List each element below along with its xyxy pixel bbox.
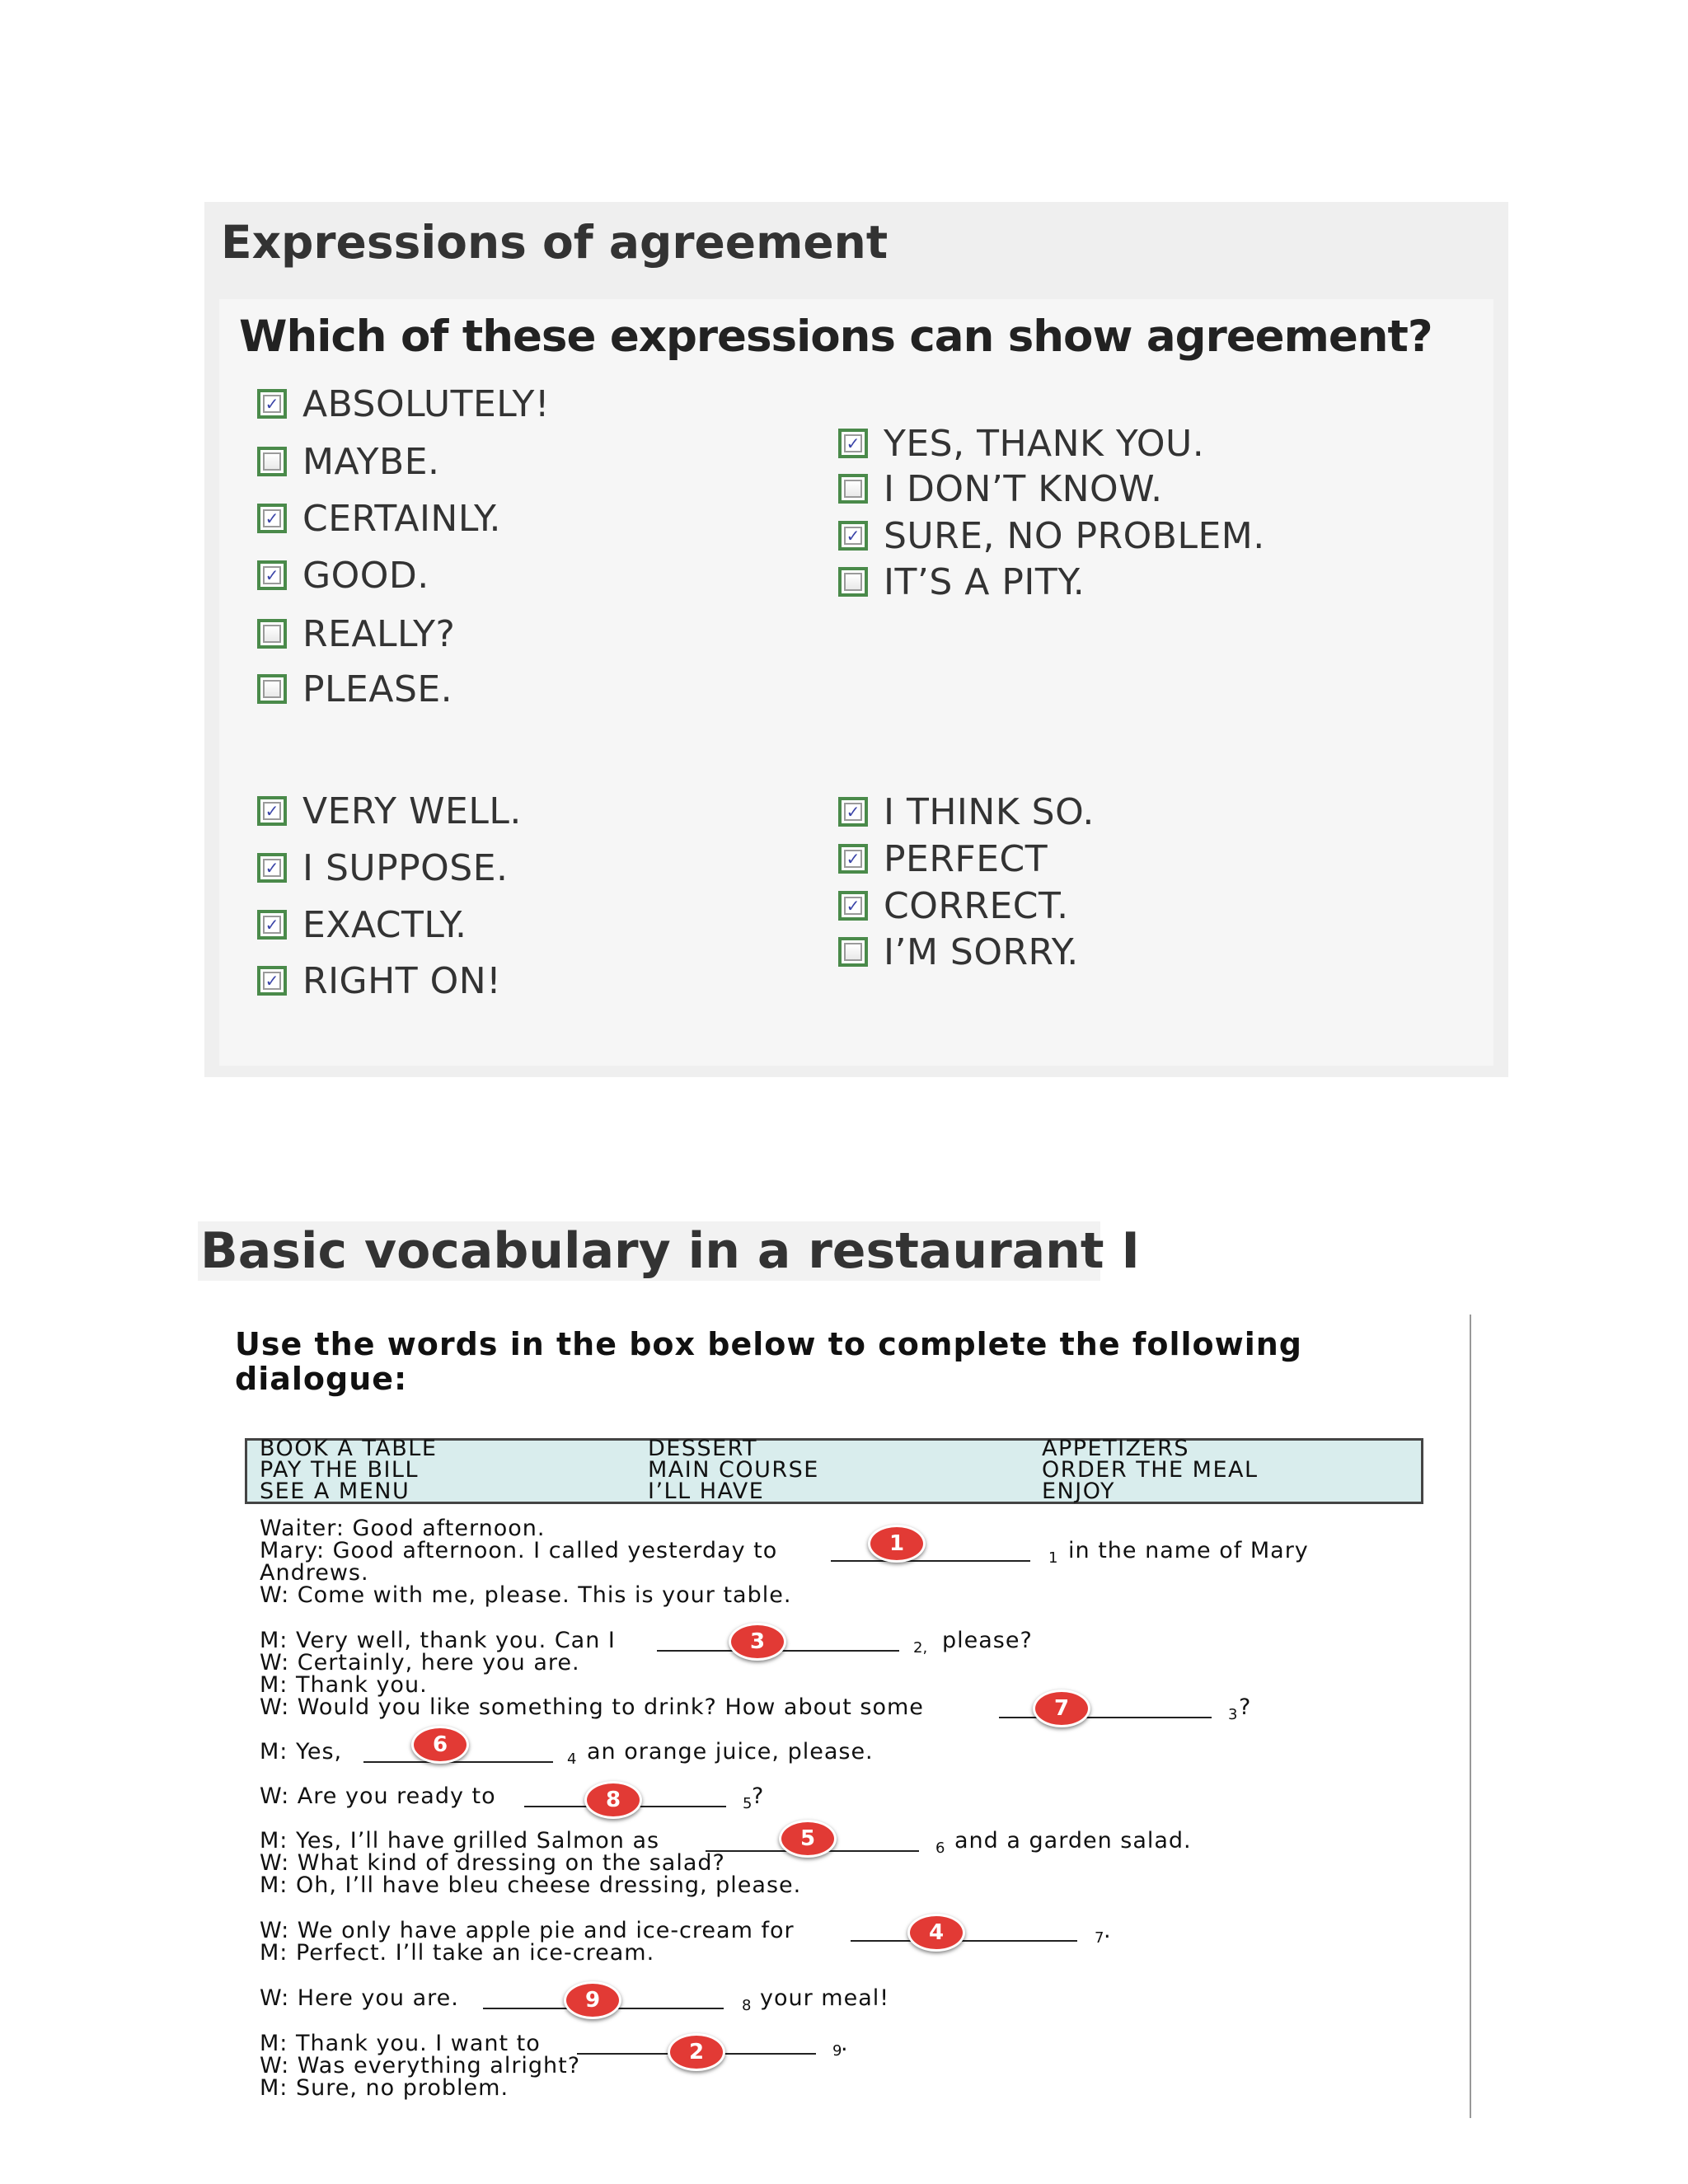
- agreement-option[interactable]: [838, 791, 1095, 832]
- agreement-option[interactable]: [838, 931, 1079, 972]
- agreement-option[interactable]: [257, 441, 440, 482]
- blank-number: 4: [567, 1750, 577, 1768]
- dialogue-line: ?: [1239, 1694, 1252, 1720]
- agreement-option-label: IT’S A PITY.: [884, 560, 1085, 603]
- agreement-option[interactable]: [838, 885, 1069, 926]
- checkmark-icon: ✓: [263, 972, 281, 990]
- answer-badge: 7: [1033, 1690, 1090, 1727]
- unchecked-checkbox[interactable]: [257, 619, 287, 649]
- agreement-option-label: GOOD.: [302, 554, 429, 597]
- empty-box-icon: [263, 452, 281, 471]
- dialogue-line: and a garden salad.: [954, 1828, 1192, 1854]
- dialogue-line: M: Very well, thank you. Can I: [260, 1628, 616, 1653]
- agreement-option[interactable]: [838, 561, 1085, 602]
- agreement-option-label: ABSOLUTELY!: [302, 382, 550, 425]
- answer-badge: 8: [584, 1781, 642, 1819]
- blank-number: 2,: [913, 1639, 928, 1657]
- blank-number: 8: [742, 1997, 752, 2014]
- checkmark-icon: ✓: [263, 916, 281, 934]
- section2-title: Basic vocabulary in a restaurant I: [200, 1222, 1140, 1280]
- dialogue-line: ?: [752, 1783, 765, 1809]
- agreement-option[interactable]: [838, 515, 1265, 556]
- dialogue-line: .: [1104, 1918, 1112, 1943]
- agreement-option[interactable]: [257, 790, 522, 832]
- unchecked-checkbox[interactable]: [257, 447, 287, 476]
- empty-box-icon: [263, 680, 281, 698]
- agreement-option-label: MAYBE.: [302, 440, 440, 483]
- section1-title: Expressions of agreement: [221, 216, 889, 269]
- agreement-option[interactable]: [257, 383, 550, 424]
- word-box-item: MAIN COURSE: [648, 1457, 819, 1483]
- blank-number: 9: [832, 2042, 842, 2060]
- answer-badge: 3: [729, 1623, 786, 1661]
- checkmark-icon: ✓: [844, 850, 862, 868]
- answer-badge: 4: [907, 1914, 965, 1952]
- right-border-line: [1470, 1315, 1471, 2118]
- dialogue-line: please?: [942, 1628, 1033, 1653]
- agreement-option-label: PLEASE.: [302, 668, 453, 710]
- agreement-option-label: I SUPPOSE.: [302, 846, 509, 889]
- blank-7[interactable]: [851, 1940, 1077, 1942]
- dialogue-line: M: Yes,: [260, 1739, 343, 1765]
- word-box-item: ORDER THE MEAL: [1042, 1457, 1259, 1483]
- word-box-item: PAY THE BILL: [260, 1457, 420, 1483]
- dialogue-line: M: Oh, I’ll have bleu cheese dressing, please.: [260, 1872, 802, 1898]
- checkmark-icon: ✓: [844, 434, 862, 452]
- word-box-item: SEE A MENU: [260, 1479, 410, 1504]
- answer-badge: 6: [411, 1726, 469, 1764]
- checked-checkbox[interactable]: [257, 389, 287, 419]
- checkmark-icon: ✓: [263, 395, 281, 413]
- word-box-item: I’LL HAVE: [648, 1479, 765, 1504]
- dialogue-line: M: Sure, no problem.: [260, 2075, 509, 2101]
- agreement-option[interactable]: [257, 960, 501, 1001]
- empty-box-icon: [844, 480, 862, 498]
- dialogue-line: W: Would you like something to drink? How about some: [260, 1694, 924, 1720]
- blank-number: 6: [935, 1840, 945, 1857]
- agreement-option-label: REALLY?: [302, 612, 456, 655]
- checked-checkbox[interactable]: [838, 521, 868, 551]
- dialogue-line: M: Yes, I’ll have grilled Salmon as: [260, 1828, 660, 1854]
- checked-checkbox[interactable]: [838, 797, 868, 827]
- blank-3[interactable]: [999, 1717, 1212, 1718]
- answer-badge: 2: [668, 2033, 725, 2071]
- word-box-item: BOOK A TABLE: [260, 1436, 438, 1461]
- checked-checkbox[interactable]: [257, 560, 287, 590]
- checked-checkbox[interactable]: [838, 844, 868, 874]
- checkmark-icon: ✓: [844, 897, 862, 915]
- dialogue-line: W: Are you ready to: [260, 1783, 496, 1809]
- blank-1[interactable]: [831, 1560, 1030, 1562]
- agreement-option-label: I DON’T KNOW.: [884, 467, 1163, 510]
- dialogue-line: W: Come with me, please. This is your table.: [260, 1582, 792, 1608]
- agreement-option-label: VERY WELL.: [302, 790, 522, 832]
- checkmark-icon: ✓: [263, 802, 281, 820]
- empty-box-icon: [844, 943, 862, 961]
- blank-number: 7: [1095, 1929, 1104, 1947]
- checked-checkbox[interactable]: [257, 504, 287, 533]
- unchecked-checkbox[interactable]: [838, 474, 868, 504]
- dialogue-line: in the name of Mary: [1068, 1538, 1309, 1563]
- agreement-option-label: PERFECT: [884, 837, 1048, 880]
- blank-4[interactable]: [363, 1761, 553, 1763]
- dialogue-line: W: Was everything alright?: [260, 2053, 581, 2079]
- checked-checkbox[interactable]: [257, 853, 287, 883]
- exercise-instruction: Use the words in the box below to complete the following dialogue:: [235, 1326, 1303, 1397]
- checked-checkbox[interactable]: [257, 910, 287, 940]
- checkmark-icon: ✓: [263, 859, 281, 877]
- dialogue-line: .: [841, 2031, 849, 2056]
- agreement-option[interactable]: [838, 423, 1204, 464]
- agreement-option-label: CERTAINLY.: [302, 497, 501, 540]
- dialogue-line: Waiter: Good afternoon.: [260, 1516, 546, 1541]
- blank-number: 3: [1228, 1706, 1238, 1723]
- answer-badge: 9: [564, 1981, 621, 2019]
- checkmark-icon: ✓: [844, 527, 862, 545]
- checkmark-icon: ✓: [844, 803, 862, 821]
- word-box-item: APPETIZERS: [1042, 1436, 1190, 1461]
- agreement-option[interactable]: [257, 613, 455, 654]
- agreement-option[interactable]: [838, 468, 1163, 509]
- answer-badge: 5: [779, 1820, 837, 1858]
- agreement-option[interactable]: [257, 847, 509, 888]
- agreement-option-label: I’M SORRY.: [884, 930, 1079, 973]
- agreement-option-label: RIGHT ON!: [302, 959, 502, 1002]
- dialogue-line: W: We only have apple pie and ice-cream for: [260, 1918, 795, 1943]
- agreement-option[interactable]: [838, 838, 1048, 879]
- dialogue-line: your meal!: [760, 1985, 890, 2011]
- checked-checkbox[interactable]: [838, 891, 868, 921]
- agreement-option-label: EXACTLY.: [302, 903, 467, 946]
- unchecked-checkbox[interactable]: [257, 674, 287, 704]
- dialogue-line: M: Thank you.: [260, 1672, 428, 1698]
- word-box-item: ENJOY: [1042, 1479, 1115, 1504]
- dialogue-line: W: Certainly, here you are.: [260, 1650, 580, 1675]
- agreement-question: Which of these expressions can show agreement?: [239, 312, 1432, 362]
- checked-checkbox[interactable]: [838, 429, 868, 458]
- agreement-option-label: CORRECT.: [884, 884, 1069, 927]
- agreement-option-label: SURE, NO PROBLEM.: [884, 514, 1265, 557]
- empty-box-icon: [263, 625, 281, 643]
- dialogue-line: M: Thank you. I want to: [260, 2031, 541, 2056]
- checkmark-icon: ✓: [263, 509, 281, 527]
- unchecked-checkbox[interactable]: [838, 937, 868, 967]
- word-box-item: DESSERT: [648, 1436, 757, 1461]
- agreement-option[interactable]: [257, 904, 467, 945]
- empty-box-icon: [844, 573, 862, 591]
- checked-checkbox[interactable]: [257, 966, 287, 996]
- dialogue-line: Mary: Good afternoon. I called yesterday to: [260, 1538, 778, 1563]
- checked-checkbox[interactable]: [257, 796, 287, 826]
- agreement-option-label: YES, THANK YOU.: [884, 422, 1205, 465]
- blank-number: 5: [743, 1795, 753, 1812]
- answer-badge: 1: [868, 1525, 926, 1563]
- dialogue-line: Andrews.: [260, 1560, 369, 1586]
- dialogue-line: M: Perfect. I’ll take an ice-cream.: [260, 1940, 655, 1966]
- checkmark-icon: ✓: [263, 566, 281, 584]
- unchecked-checkbox[interactable]: [838, 567, 868, 597]
- dialogue-line: W: Here you are.: [260, 1985, 459, 2011]
- agreement-option[interactable]: [257, 555, 429, 596]
- agreement-option[interactable]: [257, 668, 452, 710]
- agreement-option[interactable]: [257, 498, 501, 539]
- blank-number: 1: [1048, 1549, 1058, 1567]
- dialogue-line: an orange juice, please.: [587, 1739, 874, 1765]
- agreement-option-label: I THINK SO.: [884, 790, 1095, 833]
- dialogue-line: W: What kind of dressing on the salad?: [260, 1850, 725, 1876]
